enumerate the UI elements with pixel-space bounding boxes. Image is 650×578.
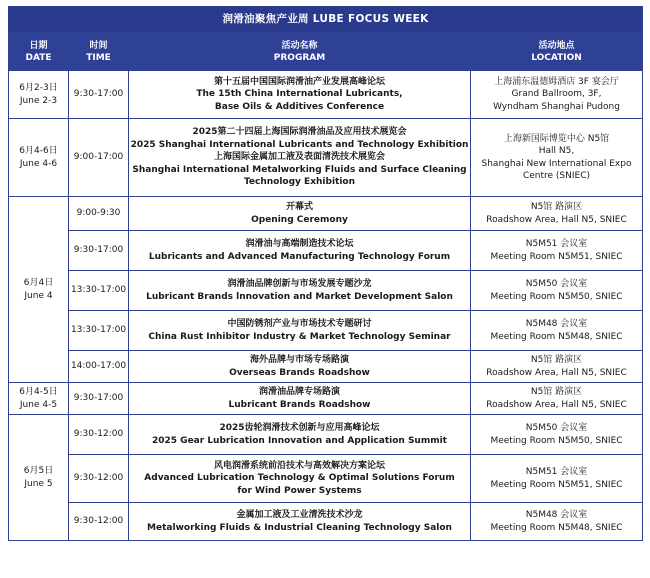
location-line: N5馆 路演区 [530, 355, 583, 365]
program-cell [129, 351, 471, 383]
date-zh: 6月2-3日 [19, 83, 58, 93]
program-cell [129, 197, 471, 231]
header-location [471, 33, 643, 71]
date-en: June 5 [24, 478, 53, 489]
location-line: N5M50 会议室 [525, 423, 588, 433]
location-line: Shanghai New International Expo [481, 158, 632, 169]
program-cell [129, 455, 471, 503]
location-line: Roadshow Area, Hall N5, SNIEC [486, 399, 627, 410]
location-line: Centre (SNIEC) [522, 171, 591, 181]
table-title: 润滑油聚焦产业周 LUBE FOCUS WEEK [9, 7, 643, 33]
header-date-zh: 日期 [29, 40, 48, 51]
title-row [9, 7, 643, 33]
header-location-en: LOCATION [531, 52, 582, 63]
program-cell [129, 415, 471, 455]
program-cell [129, 311, 471, 351]
location-line: 上海新国际博览中心 N5馆 [503, 133, 610, 144]
program-cell [129, 71, 471, 119]
program-line: 润滑油品牌创新与市场发展专题沙龙 [227, 279, 372, 289]
program-line: 上海国际金属加工液及表面清洗技术展览会 [213, 152, 385, 163]
location-line: N5M51 会议室 [525, 467, 588, 477]
time-cell: 9:30-17:00 [69, 231, 129, 271]
schedule-table [8, 6, 643, 541]
date-en: June 4-6 [19, 158, 58, 169]
date-zh: 6月4-6日 [19, 146, 58, 156]
program-line: 风电润滑系统前沿技术与高效解决方案论坛 [213, 460, 385, 471]
program-line: 2025第二十四届上海国际润滑油品及应用技术展览会 [192, 127, 407, 138]
program-line: 金属加工液及工业清洗技术沙龙 [236, 510, 363, 520]
location-cell [471, 271, 643, 311]
date-cell [9, 197, 69, 383]
table-row [9, 383, 643, 415]
header-date [9, 33, 69, 71]
program-line: 开幕式 [285, 202, 313, 212]
header-row [9, 33, 643, 71]
table-row [9, 271, 643, 311]
date-cell [9, 383, 69, 415]
program-line: 2025 Gear Lubrication Innovation and Application Summit [152, 435, 447, 446]
location-cell [471, 311, 643, 351]
table-row [9, 311, 643, 351]
date-zh: 6月5日 [23, 466, 54, 476]
time-cell: 13:30-17:00 [69, 271, 129, 311]
location-line: 上海浦东温德姆酒店 3F 宴会厅 [494, 76, 619, 87]
location-line: Grand Ballroom, 3F, [511, 89, 602, 100]
program-cell [129, 231, 471, 271]
table-row [9, 503, 643, 541]
location-line: Meeting Room N5M48, SNIEC [490, 522, 623, 533]
program-line: Technology Exhibition [243, 177, 356, 188]
time-cell: 9:30-17:00 [69, 383, 129, 415]
header-date-en: DATE [25, 52, 52, 63]
date-cell [9, 71, 69, 119]
location-line: Meeting Room N5M48, SNIEC [490, 331, 623, 342]
location-line: Roadshow Area, Hall N5, SNIEC [486, 367, 627, 378]
program-line: 中国防锈剂产业与市场技术专题研讨 [227, 319, 372, 329]
table-row [9, 415, 643, 455]
location-line: N5M48 会议室 [525, 510, 588, 520]
location-cell [471, 231, 643, 271]
location-line: N5M50 会议室 [525, 279, 588, 289]
location-cell [471, 415, 643, 455]
program-line: 2025 Shanghai International Lubricants and Technology Exhibition [130, 139, 469, 150]
location-line: Meeting Room N5M50, SNIEC [490, 291, 623, 302]
program-line: The 15th China International Lubricants, [196, 89, 403, 100]
schedule-container [8, 6, 642, 541]
header-time-en: TIME [86, 52, 111, 63]
program-line: Metalworking Fluids & Industrial Cleaning Technology Salon [147, 522, 452, 533]
program-line: Overseas Brands Roadshow [229, 367, 370, 378]
location-cell [471, 351, 643, 383]
location-line: Meeting Room N5M51, SNIEC [490, 251, 623, 262]
time-cell: 14:00-17:00 [69, 351, 129, 383]
time-cell: 9:30-12:00 [69, 503, 129, 541]
location-line: Roadshow Area, Hall N5, SNIEC [486, 214, 627, 225]
location-line: N5馆 路演区 [530, 202, 583, 212]
time-cell: 9:00-17:00 [69, 119, 129, 197]
time-cell: 9:30-12:00 [69, 455, 129, 503]
location-cell [471, 455, 643, 503]
program-line: 2025齿轮润滑技术创新与应用高峰论坛 [219, 423, 380, 433]
table-row [9, 351, 643, 383]
date-cell [9, 119, 69, 197]
program-cell [129, 503, 471, 541]
table-row [9, 71, 643, 119]
table-row [9, 231, 643, 271]
header-program-zh: 活动名称 [281, 40, 318, 51]
header-location-zh: 活动地点 [538, 40, 575, 51]
program-line: Lubricants and Advanced Manufacturing Technology Forum [148, 251, 451, 262]
location-cell [471, 197, 643, 231]
time-cell: 13:30-17:00 [69, 311, 129, 351]
date-en: June 4 [24, 290, 53, 301]
program-line: Base Oils & Additives Conference [214, 101, 385, 112]
location-line: N5馆 路演区 [530, 387, 583, 397]
program-line: 润滑油品牌专场路演 [258, 387, 340, 397]
location-line: Meeting Room N5M50, SNIEC [490, 435, 623, 446]
header-time [69, 33, 129, 71]
program-cell [129, 383, 471, 415]
program-line: 润滑油与高端制造技术论坛 [245, 239, 354, 249]
date-zh: 6月4日 [23, 278, 54, 288]
time-cell: 9:00-9:30 [69, 197, 129, 231]
location-cell [471, 503, 643, 541]
date-cell [9, 415, 69, 541]
header-time-zh: 时间 [89, 40, 108, 51]
program-line: Lubricant Brands Roadshow [228, 399, 371, 410]
program-line: for Wind Power Systems [237, 485, 362, 496]
location-cell [471, 119, 643, 197]
location-line: N5M51 会议室 [525, 239, 588, 249]
time-cell: 9:30-12:00 [69, 415, 129, 455]
program-cell [129, 271, 471, 311]
program-cell [129, 119, 471, 197]
program-line: Shanghai International Metalworking Fluids and Surface Cleaning [132, 164, 467, 175]
date-en: June 4-5 [19, 399, 58, 410]
location-line: Hall N5, [538, 146, 575, 156]
location-line: Wyndham Shanghai Pudong [493, 101, 620, 112]
header-program-en: PROGRAM [273, 52, 326, 63]
program-line: 第十五届中国国际润滑油产业发展高峰论坛 [213, 76, 385, 87]
location-line: Meeting Room N5M51, SNIEC [490, 479, 623, 490]
table-row [9, 119, 643, 197]
program-line: Opening Ceremony [251, 214, 348, 225]
program-line: China Rust Inhibitor Industry & Market Technology Seminar [148, 331, 451, 342]
program-line: Advanced Lubrication Technology & Optimal Solutions Forum [144, 473, 455, 484]
location-cell [471, 383, 643, 415]
program-line: Lubricant Brands lnnovation and Market Development Salon [146, 291, 453, 302]
time-cell: 9:30-17:00 [69, 71, 129, 119]
location-line: N5M48 会议室 [525, 319, 588, 329]
header-program [129, 33, 471, 71]
date-en: June 2-3 [19, 95, 58, 106]
program-line: 海外品牌与市场专场路演 [249, 355, 349, 365]
date-zh: 6月4-5日 [19, 387, 58, 397]
table-row [9, 455, 643, 503]
location-cell [471, 71, 643, 119]
table-row [9, 197, 643, 231]
